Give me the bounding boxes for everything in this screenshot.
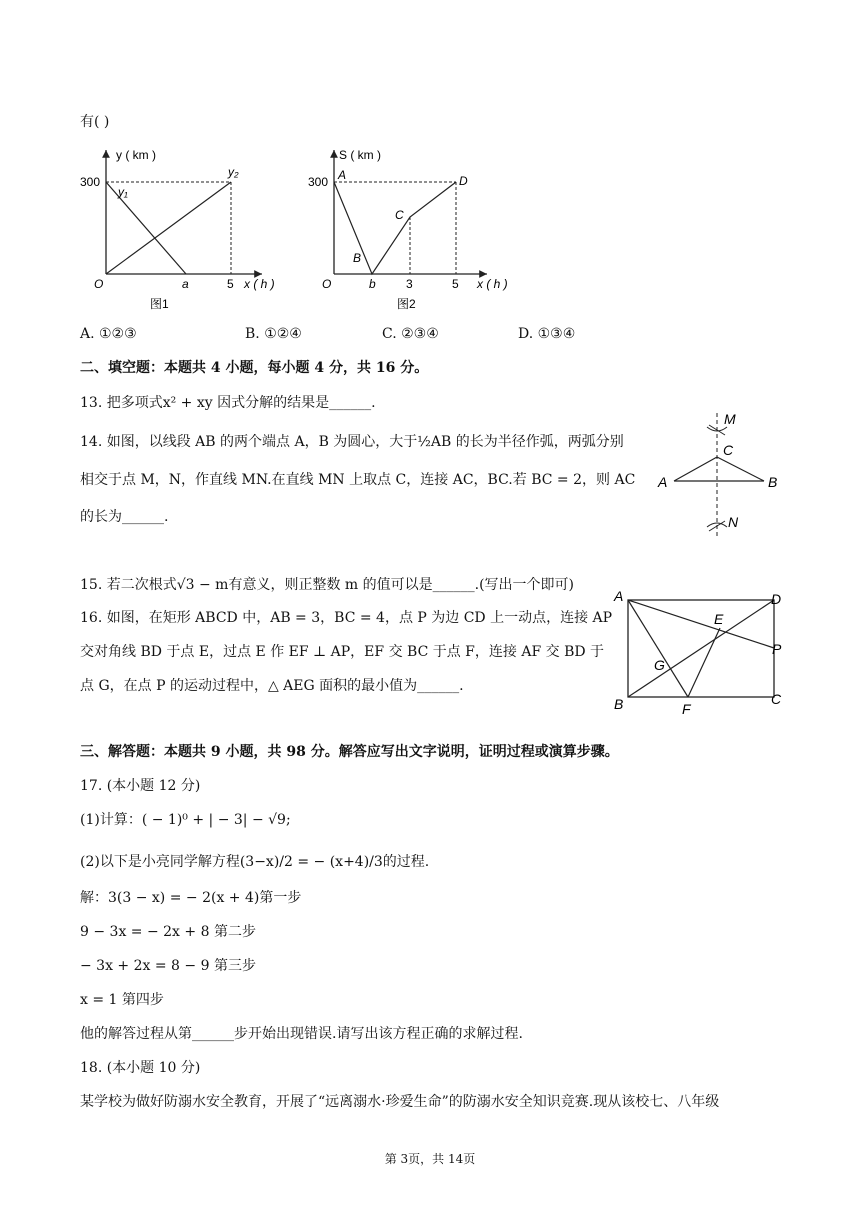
- question-15: 15. 若二次根式√3 − m有意义，则正整数 m 的值可以是______.(写出一个即可): [80, 577, 574, 593]
- question-16-line-1: 16. 如图，在矩形 ABCD 中，AB = 3，BC = 4，点 P 为边 CD 上一动点，连接 AP: [80, 610, 613, 626]
- question-13: 13. 把多项式x² + xy 因式分解的结果是______.: [80, 395, 376, 411]
- segment-ac: [674, 457, 717, 481]
- figure-1-caption: 图1: [150, 297, 169, 311]
- point-e-label: E: [714, 611, 724, 627]
- point-b-label: B: [614, 696, 624, 712]
- x-axis-label: x ( h ): [477, 277, 508, 291]
- question-17-part-1: (1)计算：( − 1)⁰ + | − 3| − √9;: [80, 812, 291, 828]
- question-14-line-3: 的长为______.: [80, 509, 169, 525]
- series-y1-label: y₁: [118, 185, 128, 199]
- figure-16: [608, 584, 788, 719]
- section-2-header: 二、填空题：本题共 4 小题，每小题 4 分，共 16 分。: [80, 360, 429, 376]
- point-a-label: A: [338, 168, 347, 182]
- tick-3: 3: [406, 277, 413, 291]
- question-17-step-4: x = 1 第四步: [80, 992, 164, 1008]
- question-16-line-3: 点 G，在点 P 的运动过程中，△ AEG 面积的最小值为______.: [80, 678, 464, 694]
- tick-300: 300: [80, 175, 101, 189]
- figure-2: [305, 140, 525, 315]
- tick-a: a: [182, 277, 189, 291]
- question-17-tail: 他的解答过程从第______步开始出现错误.请写出该方程正确的求解过程.: [80, 1026, 523, 1042]
- question-16-line-2: 交对角线 BD 于点 E，过点 E 作 EF ⊥ AP，EF 交 BC 于点 F，连接 AF 交 BD 于: [80, 644, 605, 660]
- question-17-title: 17. (本小题 12 分): [80, 778, 201, 794]
- figure-1: [80, 140, 290, 315]
- tick-300: 300: [308, 175, 329, 189]
- option-d: D. ①③④: [518, 326, 576, 342]
- question-14-line-1: 14. 如图，以线段 AB 的两个端点 A，B 为圆心，大于½AB 的长为半径作弧，两弧分别: [80, 434, 624, 450]
- tick-5: 5: [452, 277, 459, 291]
- y-axis-label: y ( km ): [116, 148, 156, 162]
- question-14-line-2: 相交于点 M，N，作直线 MN.在直线 MN 上取点 C，连接 AC，BC.若 BC = 2，则 AC: [80, 472, 636, 488]
- origin-label: O: [94, 277, 104, 291]
- point-c-label: C: [395, 208, 404, 222]
- tick-5: 5: [227, 277, 234, 291]
- question-18-text: 某学校为做好防溺水安全教育，开展了“远离溺水·珍爱生命”的防溺水安全知识竞赛.现从该校七、八年级: [80, 1094, 720, 1110]
- figure-14: [652, 405, 792, 545]
- x-axis-label: x ( h ): [244, 277, 275, 291]
- point-d-label: D: [459, 174, 468, 188]
- point-f-label: F: [682, 701, 691, 717]
- point-b-label: B: [353, 251, 362, 265]
- origin-label: O: [322, 277, 332, 291]
- section-3-header: 三、解答题：本题共 9 小题，共 98 分。解答应写出文字说明，证明过程或演算步骤。: [80, 744, 619, 760]
- segment-af: [628, 600, 688, 697]
- point-a-label: A: [614, 588, 624, 604]
- option-c: C. ②③④: [382, 326, 439, 342]
- point-a-label: A: [658, 474, 668, 490]
- segment-bc: [717, 457, 764, 481]
- option-a: A. ①②③: [80, 326, 137, 342]
- figure-2-caption: 图2: [397, 297, 416, 311]
- point-m-label: M: [724, 411, 736, 427]
- option-b: B. ①②④: [245, 326, 302, 342]
- point-c-label: C: [723, 442, 734, 458]
- page-footer: 第 3页，共 14页: [384, 1152, 476, 1166]
- question-tail-text: 有( ): [80, 114, 110, 130]
- question-17-step-2: 9 − 3x = − 2x + 8 第二步: [80, 924, 256, 940]
- segment-ap: [628, 600, 774, 648]
- point-g-label: G: [654, 657, 665, 673]
- y-axis-label: S ( km ): [339, 148, 381, 162]
- point-d-label: D: [771, 591, 782, 607]
- point-p-label: P: [772, 641, 782, 657]
- question-17-part-2: (2)以下是小亮同学解方程(3−x)/2 = − (x+4)/3的过程.: [80, 854, 430, 870]
- diagonal-bd: [628, 600, 774, 697]
- point-c-label: C: [771, 691, 782, 707]
- question-17-step-1: 解：3(3 − x) = − 2(x + 4)第一步: [80, 890, 302, 906]
- series-y2-label: y₂: [228, 165, 239, 179]
- point-n-label: N: [728, 514, 739, 530]
- question-17-step-3: − 3x + 2x = 8 − 9 第三步: [80, 958, 256, 974]
- point-b-label: B: [768, 474, 778, 490]
- segment-ef: [688, 628, 720, 697]
- question-18-title: 18. (本小题 10 分): [80, 1060, 201, 1076]
- tick-b: b: [369, 277, 376, 291]
